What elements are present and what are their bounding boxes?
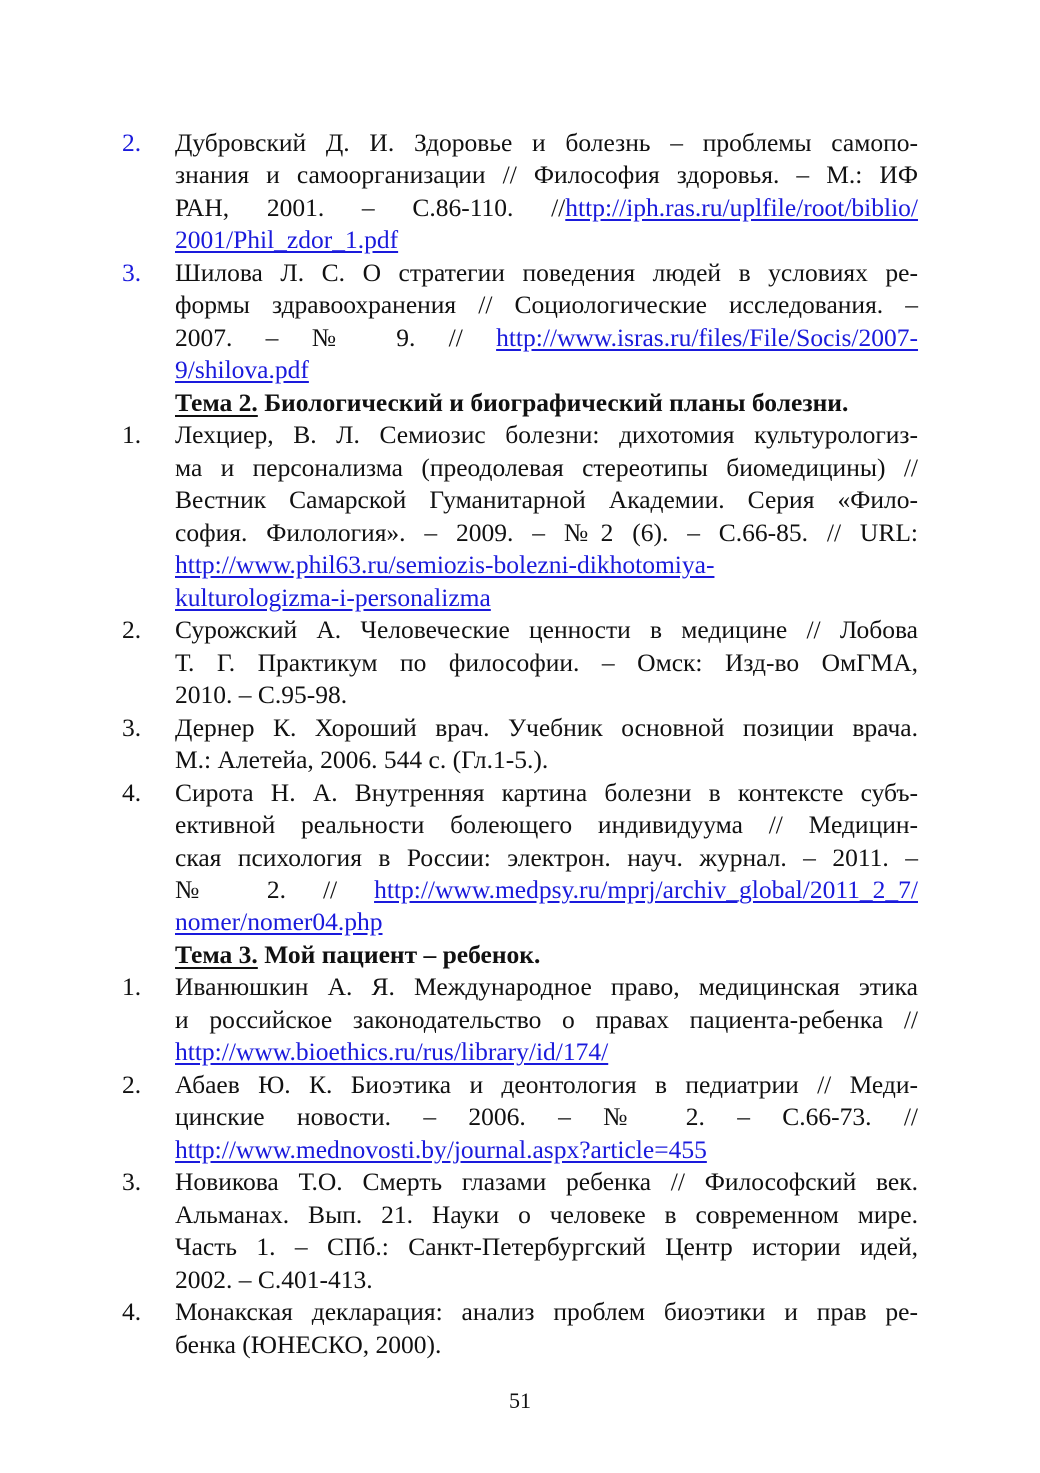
list-item-text: М.: Алетейа, 2006. 544 с. (Гл.1-5.). <box>175 745 549 774</box>
list-item-text: 2002. – С.401-413. <box>175 1265 373 1294</box>
list-item-text: Вестник Самарской Гуманитарной Академии. Серия «Фило- <box>175 485 918 514</box>
list-item-text: Монакская декларация: анализ проблем биоэтики и прав ре- <box>175 1297 918 1326</box>
list-item-text: РАН, 2001. – С.86-110. //http://iph.ras.ru/uplfile/root/biblio/ <box>175 193 918 222</box>
list-item-text: цинские новости. – 2006. – № 2. – С.66-73. // <box>175 1102 918 1131</box>
list-item-text: Дубровский Д. И. Здоровье и болезнь – проблемы самопо- <box>175 128 918 157</box>
list-number: 4. <box>122 1297 142 1326</box>
list-item-text <box>175 224 918 257</box>
list-item-text: ская психология в России: электрон. науч. журнал. – 2011. – <box>175 843 918 872</box>
list-number: 3. <box>122 713 142 742</box>
list-item-text: Шилова Л. С. О стратегии поведения людей в условиях ре- <box>175 258 918 287</box>
list-item-text: софия. Филология». – 2009. – №2 (6). – С.66-85. // URL: <box>175 518 918 547</box>
list-item-text: Иванюшкин А. Я. Международное право, медицинская этика <box>175 972 918 1001</box>
list-number: 3. <box>122 1167 142 1196</box>
page-number: 51 <box>509 1388 531 1413</box>
list-item-text: формы здравоохранения // Социологические исследования. – <box>175 290 918 319</box>
reference-link[interactable]: nomer/nomer04.php <box>175 907 383 936</box>
section-heading: Тема 2. Биологический и биографический планы болезни. <box>175 388 849 417</box>
reference-link[interactable]: kulturologizma-i-personalizma <box>175 583 491 612</box>
list-item-text: Сурожский А. Человеческие ценности в медицине // Лобова <box>175 615 918 644</box>
list-item-text: Сирота Н. А. Внутренняя картина болезни в контексте субъ- <box>175 778 918 807</box>
list-item-text: 2010. – С.95-98. <box>175 680 348 709</box>
list-number: 2. <box>122 1070 142 1099</box>
list-item-text <box>175 1134 918 1167</box>
list-item-text <box>175 1036 918 1069</box>
list-number: 2. <box>122 128 142 157</box>
reference-link[interactable]: http://www.phil63.ru/semiozis-bolezni-dikhotomiya- <box>175 550 715 579</box>
list-number: 1. <box>122 972 142 1001</box>
list-item-text: № 2. // http://www.medpsy.ru/mprj/archiv_global/2011_2_7/ <box>175 875 918 904</box>
list-item-text <box>175 582 918 615</box>
reference-link[interactable]: 2001/Phil_zdor_1.pdf <box>175 225 399 254</box>
list-item-text: Новикова Т.О. Смерть глазами ребенка // Философский век. <box>175 1167 918 1196</box>
reference-link[interactable]: http://iph.ras.ru/uplfile/root/biblio/ <box>565 193 918 222</box>
list-number: 4. <box>122 778 142 807</box>
list-item-text: Часть 1. – СПб.: Санкт-Петербургский Центр истории идей, <box>175 1232 918 1261</box>
reference-link[interactable]: http://www.isras.ru/files/File/Socis/2007- <box>496 323 919 352</box>
list-item-text: знания и самоорганизации // Философия здоровья. – М.: ИФ <box>175 160 918 189</box>
list-item-text: и российское законодательство о правах пациента-ребенка // <box>175 1005 918 1034</box>
list-number: 3. <box>122 258 142 287</box>
list-item-text: 2007. – № 9. // http://www.isras.ru/files/File/Socis/2007- <box>175 323 919 352</box>
list-number: 1. <box>122 420 142 449</box>
list-item-text: бенка (ЮНЕСКО, 2000). <box>175 1330 442 1359</box>
list-item-text: Дернер К. Хороший врач. Учебник основной позиции врача. <box>175 713 918 742</box>
list-item-text: ективной реальности болеющего индивидуума // Медицин- <box>175 810 918 839</box>
list-item-text: Т. Г. Практикум по философии. – Омск: Изд-во ОмГМА, <box>175 648 918 677</box>
list-item-text <box>175 549 918 582</box>
reference-link[interactable]: http://www.medpsy.ru/mprj/archiv_global/2011_2_7/ <box>374 875 918 904</box>
reference-link[interactable]: http://www.mednovosti.by/journal.aspx?article=455 <box>175 1135 707 1164</box>
list-number: 2. <box>122 615 142 644</box>
reference-link[interactable]: 9/shilova.pdf <box>175 355 309 384</box>
reference-link[interactable]: http://www.bioethics.ru/rus/library/id/174/ <box>175 1037 609 1066</box>
list-item-text: Лехциер, В. Л. Семиозис болезни: дихотомия культурологиз- <box>175 420 918 449</box>
list-item-text: Альманах. Вып. 21. Науки о человеке в современном мире. <box>175 1200 918 1229</box>
list-item-text <box>175 354 918 387</box>
section-heading: Тема 3. Мой пациент – ребенок. <box>175 940 541 969</box>
list-item-text: Абаев Ю. К. Биоэтика и деонтология в педиатрии // Меди- <box>175 1070 918 1099</box>
list-item-text <box>175 906 918 939</box>
list-item-text: ма и персонализма (преодолевая стереотипы биомедицины) // <box>175 453 918 482</box>
